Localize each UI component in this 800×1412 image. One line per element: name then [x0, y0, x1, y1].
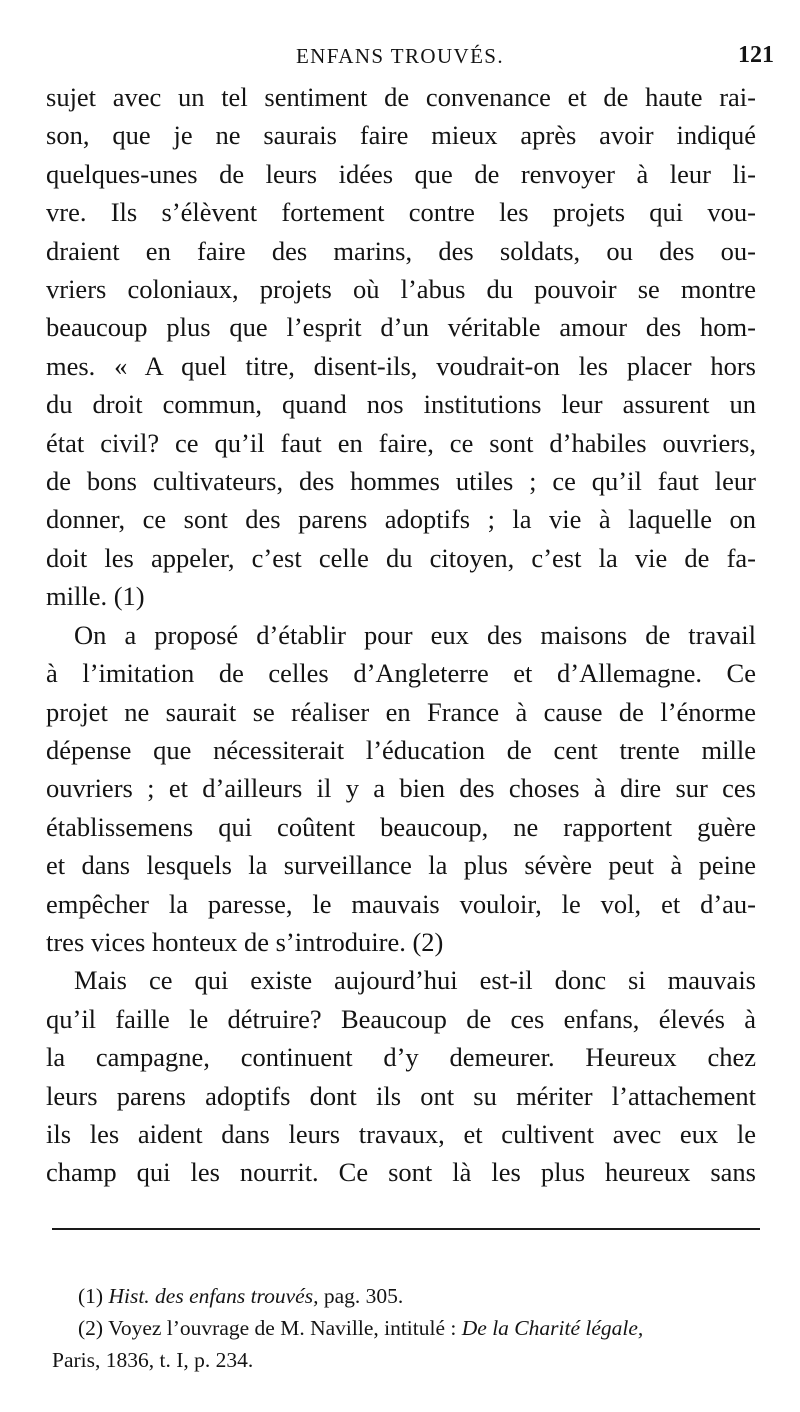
- text-line: vriers coloniaux, projets où l’abus du pouvoir se montre: [46, 274, 756, 305]
- text-line: donner, ce sont des parens adoptifs ; la vie à laquelle on: [46, 504, 756, 535]
- text-line: du droit commun, quand nos institutions leur assurent un: [46, 389, 756, 420]
- text-line: la campagne, continuent d’y demeurer. Heureux chez: [46, 1042, 756, 1073]
- text-line: sujet avec un tel sentiment de convenance et de haute rai-: [46, 82, 756, 112]
- running-title: ENFANS TROUVÉS.: [295, 44, 505, 68]
- footnotes: [52, 1280, 760, 1376]
- text-line: son, que je ne saurais faire mieux après avoir indiqué: [46, 120, 756, 151]
- text-line: état civil? ce qu’il faut en faire, ce sont d’habiles ouvriers,: [46, 427, 756, 458]
- text-line: qu’il faille le détruire? Beaucoup de ces enfans, élevés à: [46, 1003, 756, 1034]
- page-header: [0, 34, 800, 74]
- text-line: ils les aident dans leurs travaux, et cultivent avec eux le: [46, 1118, 756, 1149]
- footnote-2: [52, 1312, 760, 1344]
- footnote-marker: (1): [78, 1284, 104, 1308]
- text-line: draient en faire des marins, des soldats, ou des ou-: [46, 235, 756, 266]
- text-line: et dans lesquels la surveillance la plus sévère peut à peine: [46, 850, 756, 881]
- text-line: dépense que nécessiterait l’éducation de cent trente mille: [46, 734, 756, 765]
- text-line: mille. (1): [46, 581, 145, 612]
- footnote-title: De la Charité légale,: [461, 1316, 644, 1340]
- page-number: 121: [738, 42, 774, 68]
- paragraph-start-line: Mais ce qui existe aujourd’hui est-il donc si mauvais: [74, 965, 756, 996]
- text-line: ouvriers ; et d’ailleurs il y a bien des choses à dire sur ces: [46, 773, 756, 804]
- text-line: tres vices honteux de s’introduire. (2): [46, 926, 444, 957]
- footnote-marker: (2): [78, 1316, 104, 1340]
- text-line: leurs parens adoptifs dont ils ont su mériter l’attachement: [46, 1080, 756, 1111]
- text-line: à l’imitation de celles d’Angleterre et d’Allemagne. Ce: [46, 658, 756, 689]
- text-line: vre. Ils s’élèvent fortement contre les projets qui vou-: [46, 197, 756, 228]
- footnote-title: Hist. des enfans trouvés,: [108, 1284, 319, 1308]
- footnote-text: Voyez l’ouvrage de M. Naville, intitulé :: [108, 1316, 457, 1340]
- footnote-rule: [52, 1228, 760, 1230]
- text-line: établissemens qui coûtent beaucoup, ne rapportent guère: [46, 811, 756, 842]
- text-line: champ qui les nourrit. Ce sont là les plus heureux sans: [46, 1157, 756, 1188]
- text-line: quelques-unes de leurs idées que de renvoyer à leur li-: [46, 158, 756, 189]
- footnote-2-continuation: Paris, 1836, t. I, p. 234.: [52, 1348, 254, 1372]
- text-line: empêcher la paresse, le mauvais vouloir, le vol, et d’au-: [46, 888, 756, 919]
- footnote-1: [52, 1280, 760, 1312]
- paragraph-start-line: On a proposé d’établir pour eux des maisons de travail: [74, 619, 756, 650]
- text-line: projet ne saurait se réaliser en France à cause de l’énorme: [46, 696, 756, 727]
- text-line: mes. « A quel titre, disent-ils, voudrait-on les placer hors: [46, 350, 756, 381]
- footnote-text: pag. 305.: [318, 1284, 404, 1308]
- body-text: [46, 78, 756, 1192]
- text-line: beaucoup plus que l’esprit d’un véritable amour des hom-: [46, 312, 756, 343]
- text-line: doit les appeler, c’est celle du citoyen, c’est la vie de fa-: [46, 542, 756, 573]
- text-line: de bons cultivateurs, des hommes utiles ; ce qu’il faut leur: [46, 466, 756, 497]
